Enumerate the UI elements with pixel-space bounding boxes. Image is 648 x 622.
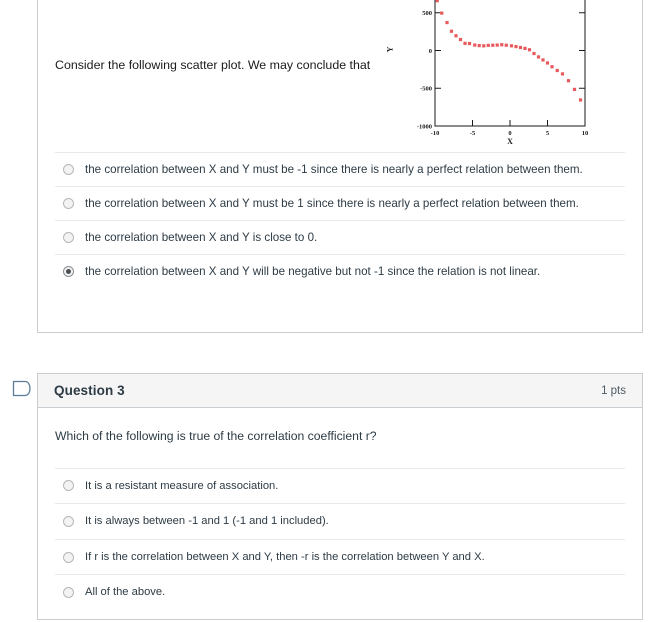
data-point [436, 0, 439, 2]
svg-text:-10: -10 [430, 130, 440, 137]
x-axis-label: X [507, 137, 513, 145]
data-point [473, 43, 476, 46]
answer-label: the correlation between X and Y must be 1 since there is nearly a perfect relation between them. [85, 197, 579, 211]
data-point [546, 61, 549, 64]
question-card-3 [37, 373, 643, 620]
scatter-plot [385, 0, 603, 145]
answer-option[interactable] [55, 254, 625, 288]
data-point [519, 46, 522, 49]
data-point [532, 52, 535, 55]
data-point [496, 43, 499, 46]
data-point [528, 48, 531, 51]
question-3-answers [55, 468, 625, 610]
data-point [459, 38, 462, 41]
data-point [573, 88, 576, 91]
radio-unselected[interactable] [63, 480, 74, 491]
data-point [487, 44, 490, 47]
question-card-2 [37, 0, 643, 333]
answer-option[interactable] [55, 220, 625, 254]
flag-outline-icon[interactable] [12, 380, 32, 397]
answer-option[interactable] [55, 503, 625, 539]
answer-label: the correlation between X and Y is close to 0. [85, 231, 318, 245]
data-point [505, 44, 508, 47]
data-point [537, 55, 540, 58]
radio-unselected[interactable] [63, 516, 74, 527]
data-point [541, 58, 544, 61]
data-point [454, 34, 457, 37]
question-2-body [38, 0, 642, 300]
data-point [561, 72, 564, 75]
scatter-plot-svg [403, 0, 603, 145]
answer-option[interactable] [55, 468, 625, 504]
svg-text:0: 0 [428, 47, 432, 55]
data-point [500, 43, 503, 46]
question-2-prompt-row [55, 0, 625, 146]
svg-text:5: 5 [545, 130, 550, 137]
answer-option[interactable] [55, 152, 625, 186]
answer-label: All of the above. [85, 586, 166, 599]
answer-label: the correlation between X and Y must be -1 since there is nearly a perfect relation between them. [85, 163, 583, 176]
question-3-header [38, 374, 642, 408]
question-3-points: 1 pts [601, 384, 626, 397]
answer-label: If r is the correlation between X and Y, then -r is the correlation between Y and X. [85, 550, 485, 563]
radio-selected[interactable] [63, 266, 74, 277]
question-2-answers [55, 152, 625, 288]
svg-text:-5: -5 [469, 130, 476, 137]
data-point [491, 44, 494, 47]
svg-text:-500: -500 [420, 85, 432, 93]
radio-unselected[interactable] [63, 164, 74, 175]
data-point [450, 30, 453, 33]
answer-label: It is always between -1 and 1 (-1 and 1 included). [85, 515, 329, 528]
radio-unselected[interactable] [63, 587, 74, 598]
answer-label: It is a resistant measure of association. [85, 479, 279, 492]
data-point [482, 44, 485, 47]
data-point [567, 79, 570, 82]
answer-option[interactable] [55, 574, 625, 610]
question-2-prompt: Consider the following scatter plot. We may conclude that [55, 58, 371, 72]
answer-option[interactable] [55, 539, 625, 575]
data-point [550, 65, 553, 68]
data-point [510, 44, 513, 47]
svg-text:10: 10 [581, 130, 589, 137]
data-point [468, 42, 471, 45]
answer-label: the correlation between X and Y will be negative but not -1 since the relation is not linear. [85, 265, 541, 279]
data-point [440, 12, 443, 15]
radio-unselected[interactable] [63, 198, 74, 209]
svg-text:500: 500 [422, 10, 432, 18]
svg-text:-1000: -1000 [416, 123, 432, 131]
data-point [579, 98, 582, 101]
scatter-points [436, 0, 582, 102]
answer-option[interactable] [55, 186, 625, 220]
y-axis-label: Y [385, 46, 395, 53]
svg-text:0: 0 [508, 130, 512, 137]
question-3-title: Question 3 [54, 383, 125, 398]
data-point [463, 42, 466, 45]
question-3-prompt: Which of the following is true of the correlation coefficient r? [55, 429, 377, 443]
data-point [478, 44, 481, 47]
radio-unselected[interactable] [63, 552, 74, 563]
radio-unselected[interactable] [63, 232, 74, 243]
data-point [556, 69, 559, 72]
question-3-body [38, 408, 642, 622]
data-point [514, 45, 517, 48]
data-point [445, 21, 448, 24]
data-point [523, 47, 526, 50]
